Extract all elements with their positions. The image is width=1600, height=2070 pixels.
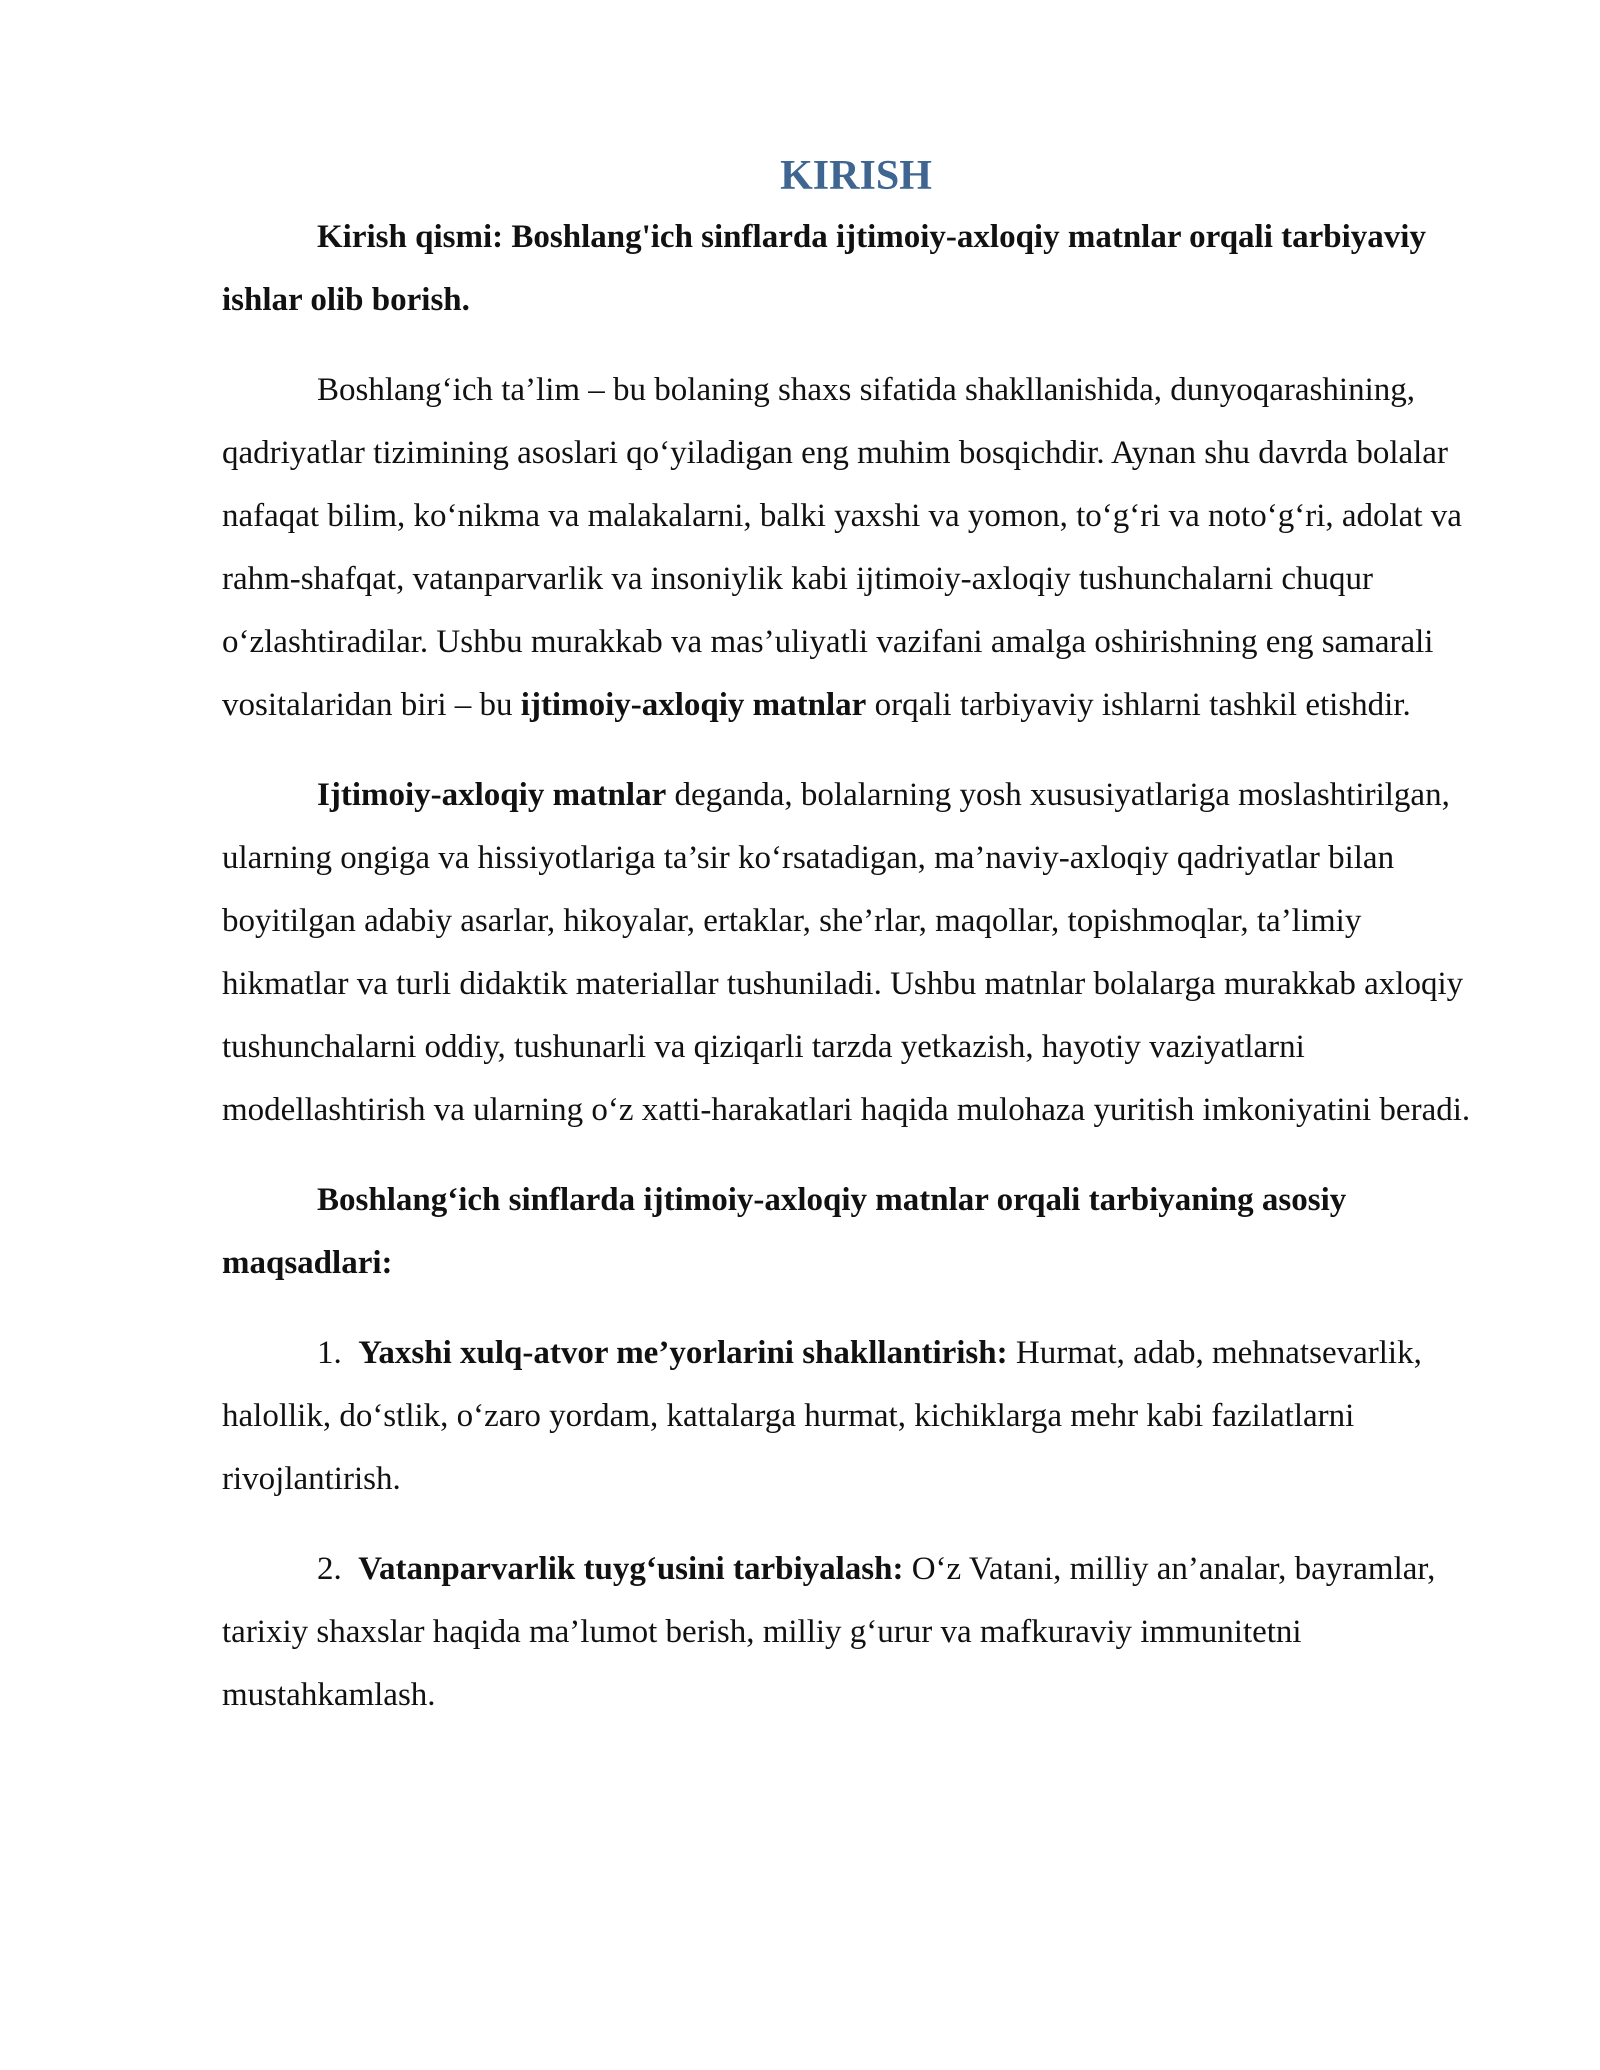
intro-bold-term: ijtimoiy-axloqiy matnlar — [520, 687, 867, 723]
intro-paragraph — [222, 359, 1490, 737]
definition-paragraph — [222, 764, 1490, 1142]
intro-text: Boshlang‘ich ta’lim – bu bolaning shaxs sifatida shakllanishida, dunyoqarashining, qadriyatlar tizimining asoslari qo‘yiladigan eng muhim bosqichdir. Aynan shu davrda bolalar nafaqat bilim, ko‘nikma va malakalarni, balki yaxshi va yomon, to‘g‘ri va noto‘g‘ri, adolat va rahm-shafqat, vatanparvarlik va insoniylik kabi ijtimoiy-axloqiy tushunchalarni chuqur o‘zlashtiradilar. Ushbu murakkab va mas’uliyatli vazifani amalga oshirishning eng samarali vositalaridan biri – bu — [222, 372, 1462, 723]
list-item-number: 2. — [317, 1551, 342, 1587]
list-item — [222, 1538, 1490, 1727]
list-item — [222, 1322, 1490, 1511]
section-heading: Boshlang‘ich sinflarda ijtimoiy-axloqiy matnlar orqali tarbiyaning asosiy maqsadlari: — [222, 1182, 1347, 1281]
list-item-text: O‘z Vatani, milliy an’analar, bayramlar, tarixiy shaxslar haqida ma’lumot berish, milliy g‘urur va mafkuraviy immunitetni mustahkamlash. — [222, 1551, 1436, 1713]
page-title: KIRISH — [780, 153, 932, 199]
intro-tail: orqali tarbiyaviy ishlarni tashkil etishdir. — [866, 687, 1411, 723]
definition-bold-term: Ijtimoiy-axloqiy matnlar — [317, 777, 667, 813]
list-item-title: Yaxshi xulq-atvor me’yorlarini shakllantirish: — [358, 1335, 1008, 1371]
list-item-text: Hurmat, adab, mehnatsevarlik, halollik, do‘stlik, o‘zaro yordam, kattalarga hurmat, kichiklarga mehr kabi fazilatlarni rivojlantirish. — [222, 1335, 1422, 1497]
list-item-title: Vatanparvarlik tuyg‘usini tarbiyalash: — [358, 1551, 904, 1587]
definition-text: deganda, bolalarning yosh xususiyatlariga moslashtirilgan, ularning ongiga va hissiyotlariga ta’sir ko‘rsatadigan, ma’naviy-axloqiy qadriyatlar bilan boyitilgan adabiy asarlar, hikoyalar, ertaklar, she’rlar, maqollar, topishmoqlar, ta’limiy hikmatlar va turli didaktik materiallar tushuniladi. Ushbu matnlar bolalarga murakkab axloqiy tushunchalarni oddiy, tushunarli va qiziqarli tarzda yetkazish, hayotiy vaziyatlarni modellashtirish va ularning o‘z xatti-harakatlari haqida mulohaza yuritish imkoniyatini beradi. — [222, 777, 1471, 1128]
document-page — [222, 150, 1490, 1727]
document-subtitle: Kirish qismi: Boshlang'ich sinflarda ijtimoiy-axloqiy matnlar orqali tarbiyaviy ishlar olib borish. — [222, 219, 1426, 318]
list-item-number: 1. — [317, 1335, 342, 1371]
